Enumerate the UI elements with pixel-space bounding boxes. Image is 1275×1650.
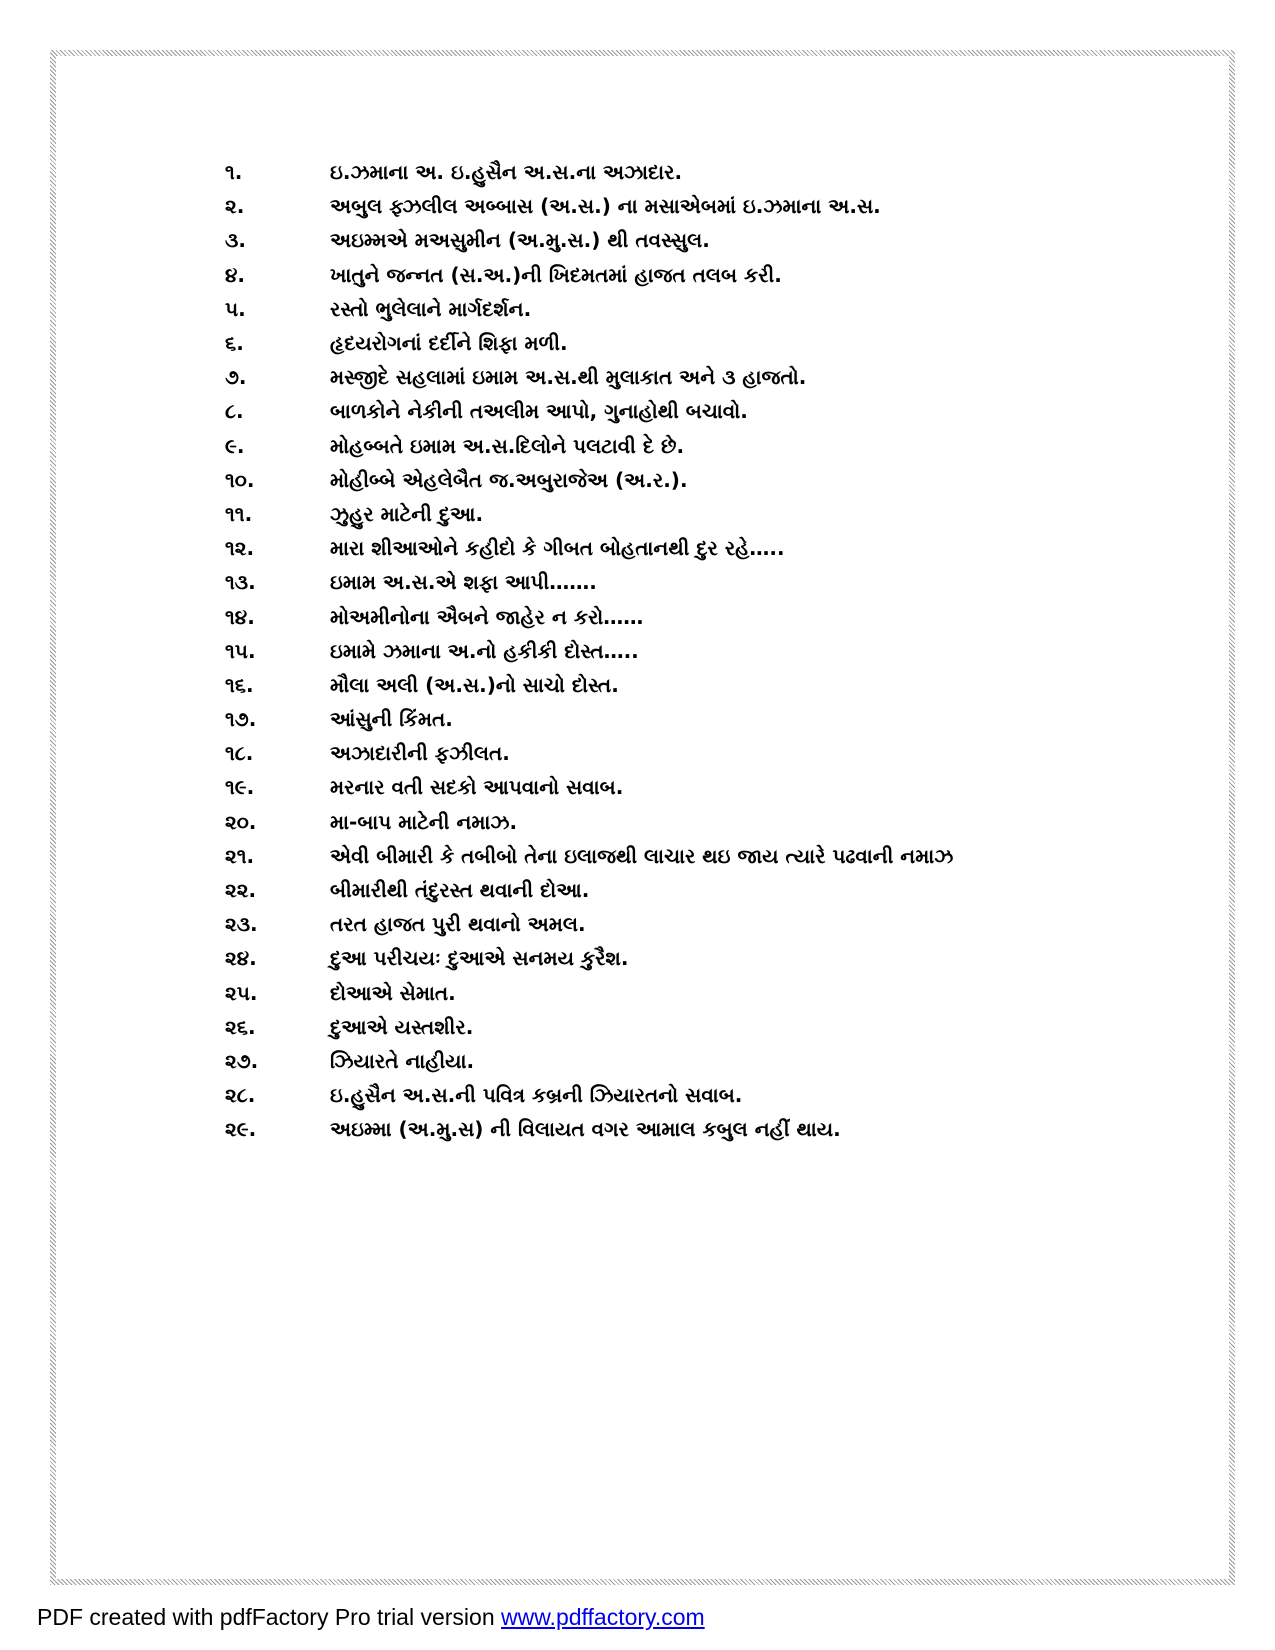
list-item xyxy=(225,805,1225,839)
list-item xyxy=(225,360,1225,394)
item-number: ૧૨. xyxy=(225,536,255,561)
item-number: ૨૦. xyxy=(225,809,257,834)
item-title: ઇ.હુસૈન અ.સ.ની પવિત્ર કબ્રની ઝિયારતનો સવાબ. xyxy=(330,1083,743,1108)
list-item xyxy=(225,941,1225,975)
list-item xyxy=(225,258,1225,292)
item-title: હૃદયરોગનાં દર્દીને શિફા મળી. xyxy=(330,331,568,356)
item-title: આંસુની કિંમત. xyxy=(330,707,453,732)
item-number: ૨૭. xyxy=(225,1048,259,1073)
item-number: ૧૭. xyxy=(225,707,257,732)
item-number: ૨. xyxy=(225,194,245,219)
item-title: મા-બાપ માટેની નમાઝ. xyxy=(330,809,518,834)
item-number: ૨૫. xyxy=(225,980,258,1005)
list-item xyxy=(225,702,1225,736)
list-item xyxy=(225,873,1225,907)
list-item xyxy=(225,1010,1225,1044)
item-number: ૧૯. xyxy=(225,775,255,800)
item-number: ૨૩. xyxy=(225,912,258,937)
item-title: મોહીબ્બે એહલેબૈત જ.અબુરાજેઅ (અ.ર.). xyxy=(330,467,688,492)
list-item xyxy=(225,155,1225,189)
item-title: ઝુહુર માટેની દુઆ. xyxy=(330,501,484,526)
item-title: મસ્જીદે સહલામાં ઇમામ અ.સ.થી મુલાકાત અને ૩ હાજતો. xyxy=(330,365,807,390)
item-number: ૧. xyxy=(225,160,243,185)
item-title: અઇમ્મા (અ.મુ.સ) ની વિલાયત વગર આમાલ કબુલ નહીં થાય. xyxy=(330,1117,841,1142)
item-title: બીમારીથી તંદુરસ્ત થવાની દોઆ. xyxy=(330,878,590,903)
item-title: અઝાદારીની ફઝીલત. xyxy=(330,741,510,766)
list-item xyxy=(225,429,1225,463)
list-item xyxy=(225,463,1225,497)
item-title: ઇમામે ઝમાના અ.નો હકીકી દોસ્ત….. xyxy=(330,638,639,663)
item-title: રસ્તો ભુલેલાને માર્ગદર્શન. xyxy=(330,296,532,321)
item-title: તરત હાજત પુરી થવાનો અમલ. xyxy=(330,912,586,937)
item-title: દુઆએ યસ્તશીર. xyxy=(330,1014,474,1039)
list-item xyxy=(225,976,1225,1010)
item-number: ૮. xyxy=(225,399,244,424)
list-item xyxy=(225,1078,1225,1112)
list-item xyxy=(225,497,1225,531)
item-title: ઇ.ઝમાના અ. ઇ.હુસૈન અ.સ.ના અઝાદાર. xyxy=(330,160,683,185)
item-number: ૪. xyxy=(225,262,245,287)
item-number: ૨૯. xyxy=(225,1117,257,1142)
list-item xyxy=(225,394,1225,428)
item-number: ૨૪. xyxy=(225,946,257,971)
item-title: મરનાર વતી સદકો આપવાનો સવાબ. xyxy=(330,775,624,800)
list-item xyxy=(225,634,1225,668)
item-title: ઇમામ અ.સ.એ શફા આપી……. xyxy=(330,570,597,595)
list-item xyxy=(225,1044,1225,1078)
list-item xyxy=(225,1112,1225,1146)
list-item xyxy=(225,223,1225,257)
contents-list xyxy=(225,155,1225,1146)
item-number: ૨૮. xyxy=(225,1083,256,1108)
list-item xyxy=(225,565,1225,599)
item-number: ૧૦. xyxy=(225,467,255,492)
pdf-footer xyxy=(37,1604,705,1631)
item-title: મારા શીઆઓને કહીદો કે ગીબત બોહતાનથી દુર રહે….. xyxy=(330,536,785,561)
item-number: ૨૬. xyxy=(225,1014,256,1039)
list-item xyxy=(225,531,1225,565)
list-item xyxy=(225,839,1225,873)
item-title: એવી બીમારી કે તબીબો તેના ઇલાજથી લાચાર થઇ જાય ત્યારે પઢવાની નમાઝ xyxy=(330,843,954,868)
item-title: બાળકોને નેકીની તઅલીમ આપો, ગુનાહોથી બચાવો. xyxy=(330,399,748,424)
list-item xyxy=(225,736,1225,770)
item-number: ૫. xyxy=(225,296,246,321)
list-item xyxy=(225,668,1225,702)
item-number: ૧૬. xyxy=(225,672,254,697)
item-number: ૧૪. xyxy=(225,604,255,629)
item-title: દુઆ પરીચયઃ દુઆએ સનમય કુરૈશ. xyxy=(330,946,629,971)
footer-text: PDF created with pdfFactory Pro trial version xyxy=(37,1604,501,1630)
item-title: મોહબ્બતે ઇમામ અ.સ.દિલોને પલટાવી દે છે. xyxy=(330,433,685,458)
item-number: ૩. xyxy=(225,228,246,253)
list-item xyxy=(225,907,1225,941)
item-number: ૨૨. xyxy=(225,878,257,903)
item-title: અબુલ ફ્ઝલીલ અબ્બાસ (અ.સ.) ના મસાએબમાં ઇ.ઝમાના અ.સ. xyxy=(330,194,881,219)
item-number: ૧૫. xyxy=(225,638,256,663)
list-item xyxy=(225,770,1225,804)
list-item xyxy=(225,292,1225,326)
pdffactory-link[interactable]: www.pdffactory.com xyxy=(501,1604,705,1630)
item-title: અઇમ્મએ મઅસુમીન (અ.મુ.સ.) થી તવસ્સુલ. xyxy=(330,228,710,253)
item-number: ૧૮. xyxy=(225,741,254,766)
list-item xyxy=(225,599,1225,633)
item-title: ખાતુને જન્નત (સ.અ.)ની ખિદમતમાં હાજત તલબ કરી. xyxy=(330,262,782,287)
item-number: ૬. xyxy=(225,331,244,356)
list-item xyxy=(225,189,1225,223)
item-number: ૭. xyxy=(225,365,247,390)
item-number: ૧૩. xyxy=(225,570,256,595)
item-number: ૯. xyxy=(225,433,245,458)
item-title: દોઆએ સેમાત. xyxy=(330,980,456,1005)
item-title: મૌલા અલી (અ.સ.)નો સાચો દોસ્ત. xyxy=(330,672,619,697)
item-number: ૧૧. xyxy=(225,501,253,526)
item-title: ઝિયારતે નાહીયા. xyxy=(330,1048,475,1073)
list-item xyxy=(225,326,1225,360)
item-title: મોઅમીનોના ઐબને જાહેર ન કરો…… xyxy=(330,604,644,629)
item-number: ૨૧. xyxy=(225,843,255,868)
